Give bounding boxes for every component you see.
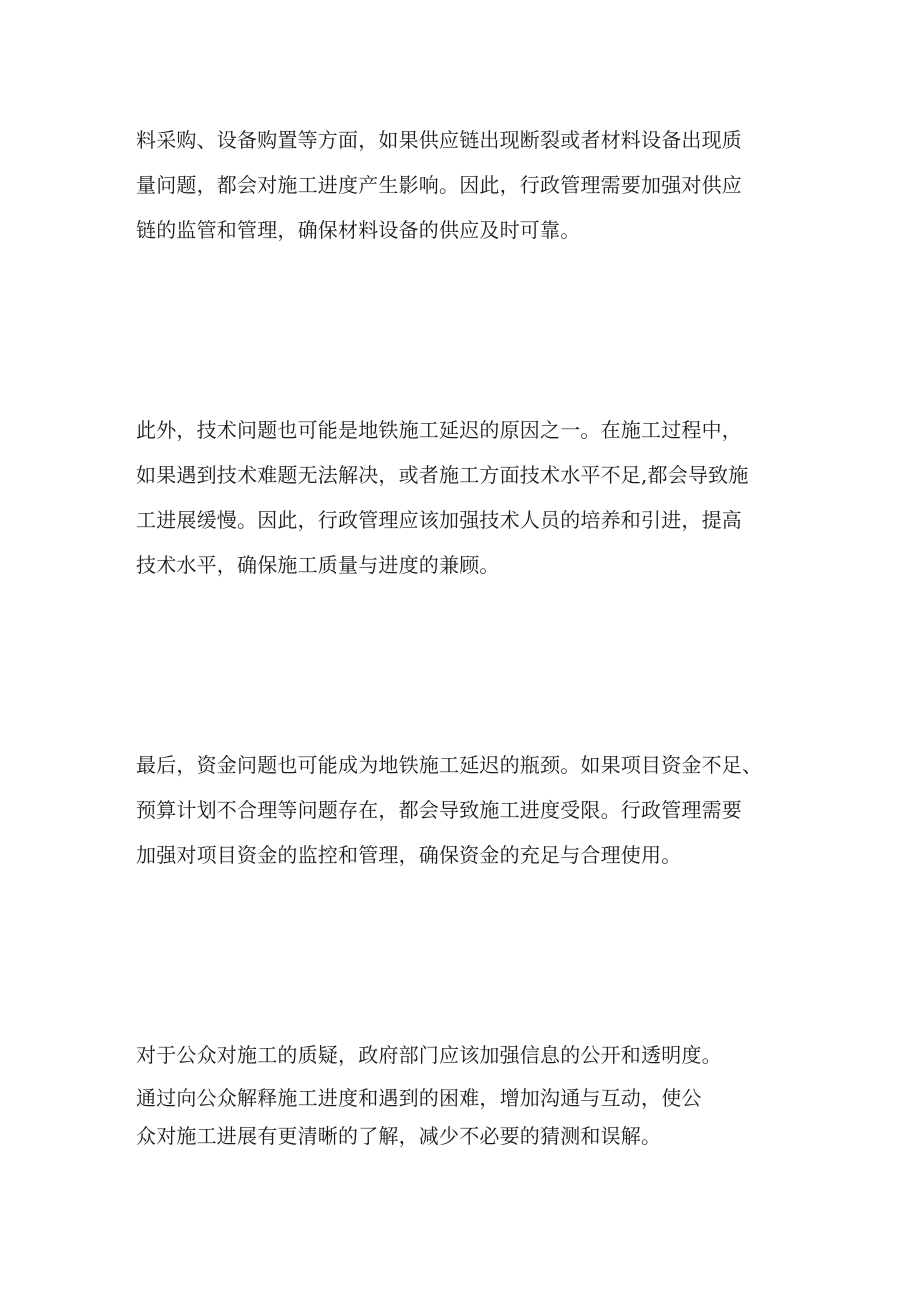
paragraph-supply-chain <box>136 118 816 253</box>
text-line: 工进展缓慢。因此，行政管理应该加强技术人员的培养和引进，提高 <box>136 508 742 532</box>
paragraph-public-communication <box>136 1079 816 1155</box>
text-line: 料采购、设备购置等方面，如果供应链出现断裂或者材料设备出现质 <box>136 128 742 152</box>
text-line: 众对施工进展有更清晰的了解，减少不必要的猜测和误解。 <box>136 1124 662 1148</box>
paragraph-public-questions <box>136 1033 816 1078</box>
text-line: 对于公众对施工的质疑，政府部门应该加强信息的公开和透明度。 <box>136 1043 722 1067</box>
text-line: 加强对项目资金的监控和管理，确保资金的充足与合理使用。 <box>136 843 682 867</box>
text-line: 通过向公众解释施工进度和遇到的困难，增加沟通与互动，使公 <box>136 1086 702 1110</box>
text-line: 技术水平，确保施工质量与进度的兼顾。 <box>136 553 500 577</box>
text-line: 如果遇到技术难题无法解决，或者施工方面技术水平不足,都会导致施 <box>136 463 749 487</box>
text-line: 此外，技术问题也可能是地铁施工延迟的原因之一。在施工过程中， <box>136 418 742 442</box>
text-line: 链的监管和管理，确保材料设备的供应及时可靠。 <box>136 218 581 242</box>
text-line: 量问题，都会对施工进度产生影响。因此，行政管理需要加强对供应 <box>136 173 742 197</box>
text-line: 最后，资金问题也可能成为地铁施工延迟的瓶颈。如果项目资金不足、 <box>136 753 763 777</box>
paragraph-funding-issues <box>136 743 816 878</box>
paragraph-technical-issues <box>136 408 816 588</box>
text-line: 预算计划不合理等问题存在，都会导致施工进度受限。行政管理需要 <box>136 798 742 822</box>
